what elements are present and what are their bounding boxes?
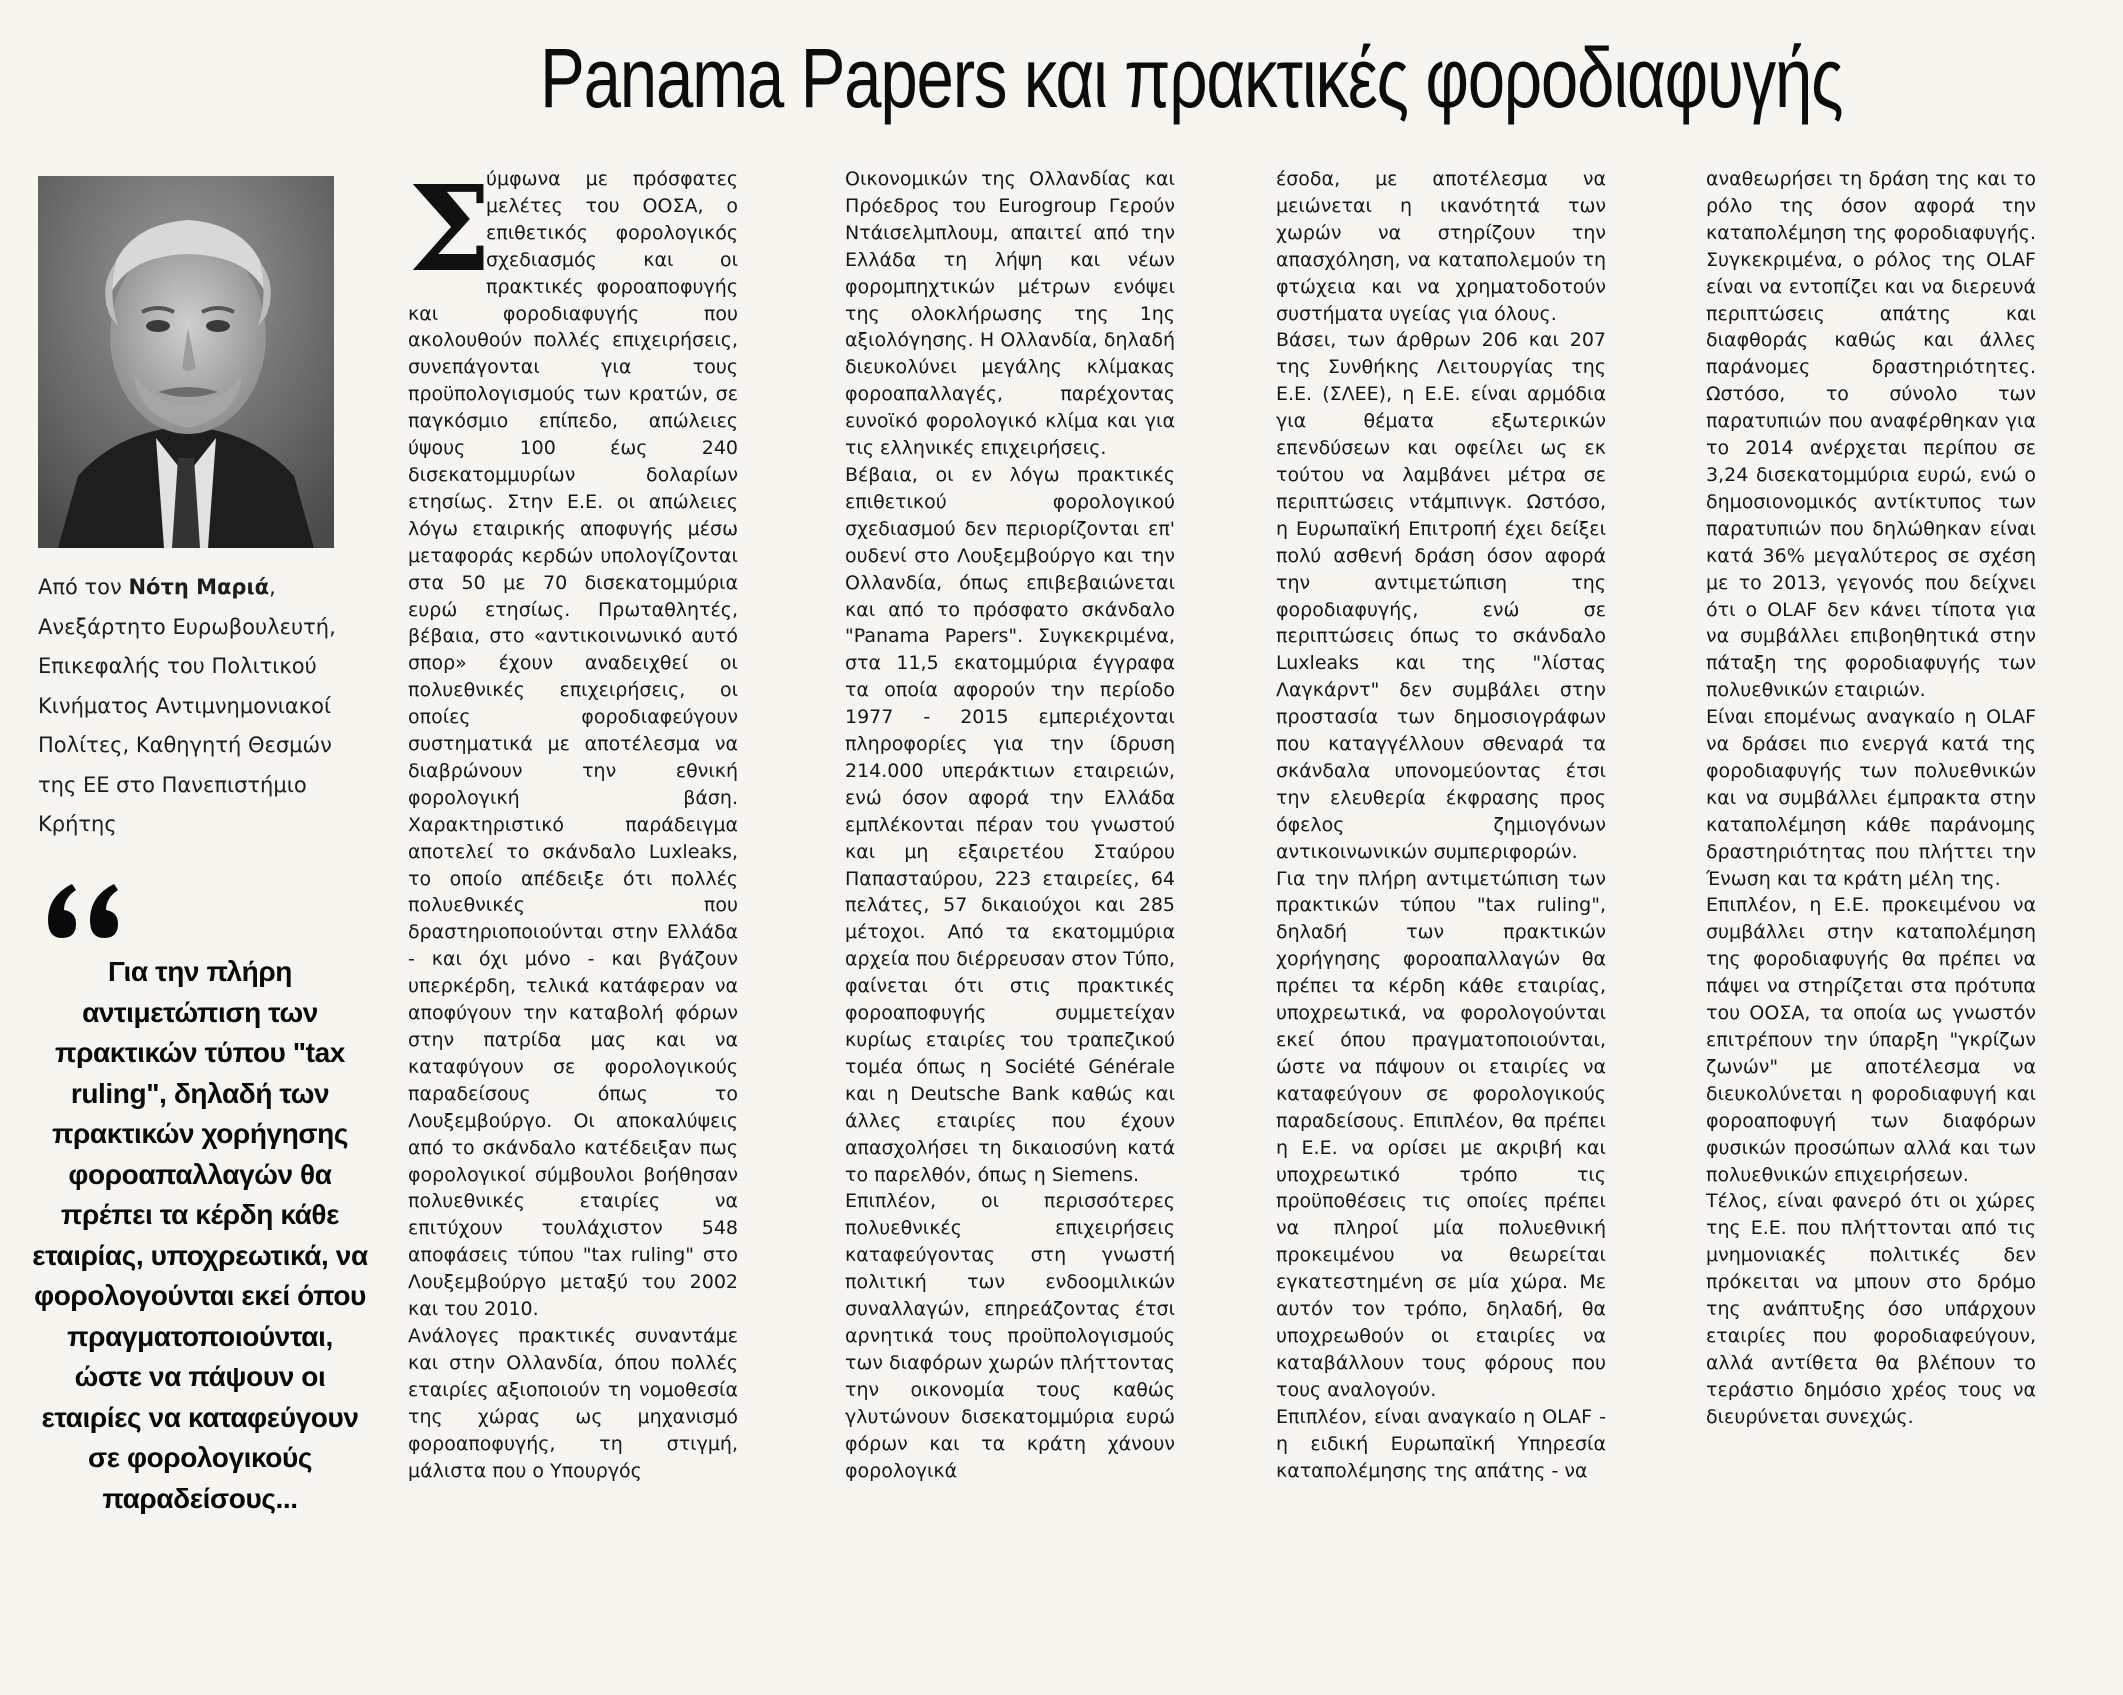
byline-prefix: Από τον <box>38 575 129 599</box>
article-paragraph: Επιπλέον, οι περισσότερες πολυεθνικές επιχειρήσεις καταφεύγοντας στη γνωστή πολιτική των ενδοομιλικών συναλλαγών, επηρεάζοντας έτσι αρνητικά τους προϋπολογισμούς των διαφόρων χωρών πλήττοντας την οικονομία τους καθώς γλυτώνουν δισεκατομμύρια ευρώ φόρων και τα κράτη χάνουν φορολογικά <box>845 1190 1175 1482</box>
author-photo <box>38 176 334 548</box>
article-paragraph: Βάσει, των άρθρων 206 και 207 της Συνθήκης Λειτουργίας της Ε.Ε. (ΣΛΕΕ), η Ε.Ε. είναι αρμόδια για θέματα εξωτερικών επενδύσεων και οφείλει ως εκ τούτου να λαμβάνει μέτρα σε περιπτώσεις ντάμπινγκ. Ωστόσο, η Ευρωπαϊκή Επιτροπή έχει δείξει πολύ ασθενή δράση όσον αφορά την αντιμετώπιση της φοροδιαφυγής, ενώ σε περιπτώσεις όπως το σκάνδαλο Luxleaks και της "λίστας Λαγκάρντ" δεν συμβάλει στην προστασία των δημοσιογράφων που καταγγέλλουν σθεναρά τα σκάνδαλα υπονομεύοντας έτσι την ελευθερία έκφρασης προς όφελος ζημιογόνων αντικοινωνικών συμπεριφορών. <box>1276 329 1606 863</box>
article-paragraph: έσοδα, με αποτέλεσμα να μειώνεται η ικανότητά των χωρών να στηρίζουν την απασχόληση, να καταπολεμούν τη φτώχεια και να χρηματοδοτούν συστήματα υγείας για όλους. <box>1276 168 1606 325</box>
article-paragraph: Είναι επομένως αναγκαίο η OLAF να δράσει πιο ενεργά κατά της φοροδιαφυγής των πολυεθνικών και να συμβάλλει έμπρακτα στην καταπολέμηση κάθε παράνομης δραστηριότητας που πλήττει την Ένωση και τα κράτη μέλη της. <box>1706 706 2036 890</box>
article-paragraph: Οικονομικών της Ολλανδίας και Πρόεδρος του Eurogroup Γερούν Ντάισελμπλουμ, απαιτεί από την Ελλάδα τη λήψη και νέων φορομπηχτικών μέτρων ενόψει της ολοκλήρωσης της 1ης αξιολόγησης. Η Ολλανδία, δηλαδή διευκολύνει μεγάλης κλίμακας φοροαπαλλαγές, παρέχοντας ευνοϊκό φορολογικό κλίμα και για τις ελληνικές επιχειρήσεις. <box>845 168 1175 460</box>
article-paragraph: αναθεωρήσει τη δράση της και το ρόλο της όσον αφορά την καταπολέμηση της φοροδιαφυγής. Συγκεκριμένα, ο ρόλος της OLAF είναι να εντοπίζει και να διερευνά περιπτώσεις απάτης και διαφθοράς καθώς και άλλες παράνομες δραστηριότητες. Ωστόσο, το σύνολο των παρατυπιών που αναφέρθηκαν για το 2014 ανέρχεται περίπου σε 3,24 δισεκατομμύρια ευρώ, ενώ ο δημοσιονομικός αντίκτυπος των παρατυπιών που δηλώθηκαν είναι κατά 36% μεγαλύτερος σε σχέση με το 2013, γεγονός που δείχνει ότι ο OLAF δεν κάνει τίποτα για να συμβάλλει επιβοηθητικά στην πάταξη της φοροδιαφυγής των πολυεθνικών εταιριών. <box>1706 168 2036 702</box>
article-column-1 <box>408 159 738 1636</box>
dropcap: Σ <box>408 159 492 298</box>
byline <box>38 568 368 845</box>
author-role: , Ανεξάρτητο Ευρωβουλευτή, Επικεφαλής του Πολιτικού Κινήματος Αντιμνημονιακοί Πολίτες, Καθηγητή Θεσμών της ΕΕ στο Πανεπιστήμιο Κρήτης <box>38 575 336 836</box>
article-paragraph: Για την πλήρη αντιμετώπιση των πρακτικών τύπου "tax ruling", δηλαδή των πρακτικών χορήγησης φοροαπαλλαγών θα πρέπει τα κέρδη κάθε εταιρίας, υποχρεωτικά, να φορολογούνται εκεί όπου πραγματοποιούνται, ώστε να πάψουν οι εταιρίες να καταφεύγουν σε φορολογικούς παραδείσους. Επιπλέον, θα πρέπει η Ε.Ε. να ορίσει με ακριβή και υποχρεωτικό τρόπο τις προϋποθέσεις τις οποίες πρέπει να πληροί μία πολυεθνική προκειμένου να θεωρείται εγκατεστημένη σε μία χώρα. Με αυτόν τον τρόπο, δηλαδή, θα υποχρεωθούν οι εταιρίες να καταβάλλουν τους φόρους που τους αναλογούν. <box>1276 867 1606 1401</box>
article-paragraph: Βέβαια, οι εν λόγω πρακτικές επιθετικού φορολογικού σχεδιασμού δεν περιορίζονται επ' ουδενί στο Λουξεμβούργο και την Ολλανδία, όπως επιβεβαιώνεται και από το πρόσφατο σκάνδαλο "Panama Papers". Συγκεκριμένα, στα 11,5 εκατομμύρια έγγραφα τα οποία αφορούν την περίοδο 1977 - 2015 εμπεριέχονται πληροφορίες για την ίδρυση 214.000 υπεράκτιων εταιρειών, ενώ όσον αφορά την Ελλάδα εμπλέκονται πέραν του γνωστού και μη εξαιρετέου Σταύρου Παπασταύρου, 223 εταιρείες, 64 πελάτες, 57 δικαιούχοι και 285 μέτοχοι. Από τα εκατομμύρια αρχεία που διέρρευσαν στον Τύπο, φαίνεται ότι στις πρακτικές φοροαποφυγής συμμετείχαν κυρίως εταιρίες του τραπεζικού τομέα όπως η Société Générale και η Deutsche Bank καθώς και άλλες εταιρίες που έχουν απασχολήσει τη δικαιοσύνη κατά το παρελθόν, όπως η Siemens. <box>845 463 1175 1186</box>
author-name: Νότη Μαριά <box>128 575 270 599</box>
article-paragraph: Επιπλέον, η Ε.Ε. προκειμένου να συμβάλλει στην καταπολέμηση της φοροδιαφυγής θα πρέπει να πάψει να στηρίζεται στα πρότυπα του ΟΟΣΑ, τα οποία ως γνωστόν επιτρέπουν την ύπαρξη "γκρίζων ζωνών" με αποτέλεσμα να διευκολύνεται η φοροδιαφυγή και φοροαποφυγή των διαφόρων φυσικών προσώπων αλλά και των πολυεθνικών επιχειρήσεων. <box>1706 894 2036 1186</box>
article-paragraph: Επιπλέον, είναι αναγκαίο η OLAF - η ειδική Ευρωπαϊκή Υπηρεσία καταπολέμησης της απάτης - να <box>1276 1405 1606 1482</box>
quotation-mark-icon <box>42 876 122 946</box>
article-column-2 <box>845 166 1175 1636</box>
article-paragraph: ύμφωνα με πρόσφατες μελέτες του ΟΟΣΑ, ο επιθετικός φορολογικός σχεδιασμός και οι πρακτικές φοροαποφυγής και φοροδιαφυγής που ακολουθούν πολλές επιχειρήσεις, συνεπάγονται για τους προϋπολογισμούς των κρατών, σε παγκόσμιο επίπεδο, απώλειες ύψους 100 έως 240 δισεκατομμυρίων δολαρίων ετησίως. Στην Ε.Ε. οι απώλειες λόγω εταιρικής αποφυγής μέσω μεταφοράς κερδών υπολογίζονται στα 50 με 70 δισεκατομμύρια ευρώ ετησίως. Πρωταθλητές, βέβαια, στο «αντικοινωνικό αυτό σπορ» έχουν αναδειχθεί οι πολυεθνικές επιχειρήσεις, οι οποίες φοροδιαφεύγουν συστηματικά με αποτέλεσμα να διαβρώνουν την εθνική φορολογική βάση. Χαρακτηριστικό παράδειγμα αποτελεί το σκάνδαλο Luxleaks, το οποίο απέδειξε ότι πολλές πολυεθνικές που δραστηριοποιούνται στην Ελλάδα - και όχι μόνο - και βγάζουν υπερκέρδη, τελικά κατάφεραν να αποφύγουν την καταβολή φόρων στην πατρίδα μας και να καταφύγουν σε φορολογικούς παραδείσους όπως το Λουξεμβούργο. Οι αποκαλύψεις από το σκάνδαλο κατέδειξαν πως φορολογικοί σύμβουλοι βοήθησαν πολυεθνικές εταιρίες να επιτύχουν τουλάχιστον 548 αποφάσεις τύπου "tax ruling" στο Λουξεμβούργο μεταξύ του 2002 και του 2010. <box>408 168 738 1321</box>
pull-quote: Για την πλήρη αντιμετώπιση των πρακτικών τύπου "tax ruling", δηλαδή των πρακτικών χορήγησης φοροαπαλλαγών θα πρέπει τα κέρδη κάθε εταιρίας, υποχρεωτικά, να φορολογούνται εκεί όπου πραγματοποιούνται, ώστε να πάψουν οι εταιρίες να καταφεύγουν σε φορολογικούς παραδείσους... <box>32 956 368 1514</box>
headline: Panama Papers και πρακτικές φοροδιαφυγής <box>540 31 1843 125</box>
article-paragraph: Ανάλογες πρακτικές συναντάμε και στην Ολλανδία, όπου πολλές εταιρίες αξιοποιούν τη νομοθεσία της χώρας ως μηχανισμό φοροαποφυγής, τη στιγμή, μάλιστα που ο Υπουργός <box>408 1324 738 1482</box>
article-column-3 <box>1276 166 1606 1636</box>
article-column-4 <box>1706 166 2036 1636</box>
article-paragraph: Τέλος, είναι φανερό ότι οι χώρες της Ε.Ε. που πλήττονται από τις μνημονιακές πολιτικές δεν πρόκειται να μπουν στο δρόμο της ανάπτυξης όσο υπάρχουν εταιρίες που φοροδιαφεύγουν, αλλά αντίθετα θα βλέπουν το τεράστιο δημόσιο χρέος τους να διευρύνεται συνεχώς. <box>1706 1190 2036 1428</box>
